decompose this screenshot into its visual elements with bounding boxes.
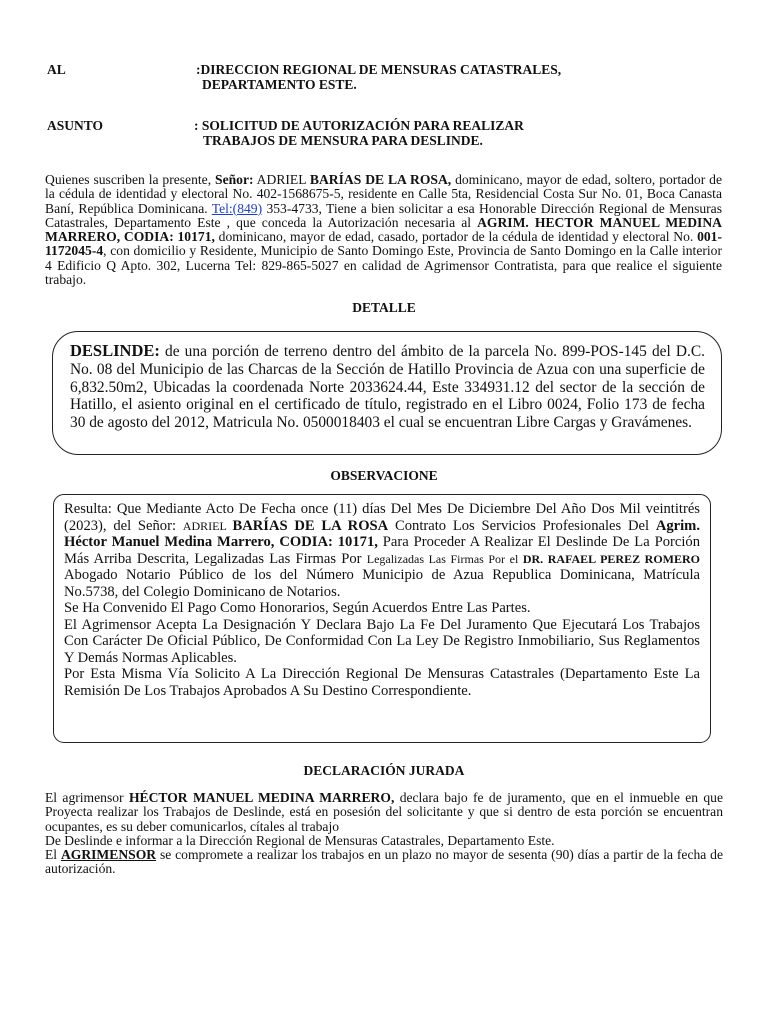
detalle-text: de una porción de terreno dentro del ámbito de la parcela No. 899-POS-145 del D.C. No. 08 del Municipio de las Charcas de la Sección de Hatillo Provincia de Azua con una superficie de 6,832.50m2, Ubicadas la coordenada Norte 2033624.44, Este 334931.12 del sector de la sección de Hatillo, el asiento original en el certificado de título, registrado en el Libro 0024, Folio 173 de fecha 30 de agosto del 2012, Matricula No. 0500018403 el cual se encuentran Libre Cargas y Gravámenes. <box>70 343 705 432</box>
obs-client-first-name: ADRIEL <box>182 518 233 533</box>
obs-client-name: BARÍAS DE LA ROSA <box>232 517 389 534</box>
intro-text: 353-4733, Tiene a bien solicitar a esa Honorable Dirección Regional de Mensuras Catastrales, Departamento Este , que conceda la Autorización necesaria al <box>45 200 723 230</box>
decl-text: se compromete a realizar los trabajos en un plazo no mayor de sesenta (90) días a partir de la fecha de autorización. <box>45 847 724 877</box>
obs-surveyor-name: Agrim. Héctor Manuel Medina Marrero, CODIA: 10171, <box>64 517 700 550</box>
observaciones-box <box>53 494 711 743</box>
intro-text: Quienes suscriben la presente, <box>45 172 216 187</box>
declaracion-paragraph <box>45 791 723 877</box>
asunto-value <box>194 118 754 148</box>
obs-small-text: Legalizadas Las Firmas Por el <box>366 551 523 566</box>
decl-text: declara bajo fe de juramento, que en el inmueble en que Proyecta realizar los Trabajos de Deslinde, está en posesión del solicitante y que si dentro de esta porción se encuentran ocupantes, es su deber comunicarlos, cítales al trabajo <box>45 790 724 834</box>
decl-text: El agrimensor <box>45 790 129 805</box>
asunto-label: ASUNTO <box>47 118 104 133</box>
detalle-title: DETALLE <box>352 300 416 315</box>
detalle-box <box>52 331 722 455</box>
obs-notary-name: DR. RAFAEL PEREZ ROMERO <box>522 551 700 566</box>
deslinde-label: DESLINDE: <box>70 341 160 360</box>
intro-text: ADRIEL <box>253 172 310 187</box>
observaciones-paragraph-1 <box>64 501 700 600</box>
intro-text: dominicano, mayor de edad, casado, portador de la cédula de identidad y electoral No. <box>214 229 698 245</box>
declaracion-title: DECLARACIÓN JURADA <box>303 763 465 778</box>
observaciones-title: OBSERVACIONE <box>330 468 438 483</box>
decl-text: El <box>45 847 61 863</box>
surveyor-cedula: 001-1172045-4 <box>45 229 722 259</box>
al-value <box>196 62 756 92</box>
decl-agrimensor: AGRIMENSOR <box>60 847 157 863</box>
phone-link[interactable]: Tel:(849) <box>211 200 263 216</box>
al-value-line-1: :DIRECCION REGIONAL DE MENSURAS CATASTRALES, <box>196 62 562 77</box>
senor-label: Señor: <box>215 172 254 187</box>
surveyor-name: AGRIM. HECTOR MANUEL MEDINA MARRERO, CODIA: 10171, <box>45 214 722 245</box>
intro-text: , con domicilio y Residente, Municipio de Santo Domingo Este, Provincia de Santo Domingo en la Calle interior 4 Edificio Q Apto. 302, Lucerna Tel: 829-865-5027 en calidad de Agrimensor Contratista, para que realice el siguiente trabajo. <box>45 243 722 288</box>
obs-text: Resulta: Que Mediante Acto De Fecha once (11) días Del Mes De Diciembre Del Año Dos Mil veintitrés (2023), del Señor: <box>64 501 700 534</box>
observaciones-paragraph-2: Se Ha Convenido El Pago Como Honorarios, Según Acuerdos Entre Las Partes. <box>64 600 531 616</box>
obs-text: Contrato Los Servicios Profesionales Del <box>388 517 656 534</box>
obs-text: Abogado Notario Público de los del Número Municipio de Azua Republica Dominicana, Matrícula No.5738, del Colegio Dominicano de Notarios. <box>64 567 700 600</box>
intro-text: dominicano, mayor de edad, soltero, portador de la cédula de identidad y electoral No. 402-1568675-5, residente en Calle 5ta, Residencial Costa Sur No. 01, Boca Canasta Baní, República Dominicana. <box>45 172 722 216</box>
observaciones-paragraph-4: Por Esta Misma Vía Solicito A La Dirección Regional De Mensuras Catastrales (Departamento Este La Remisión De Los Trabajos Aprobados A Su Destino Correspondiente. <box>64 666 700 699</box>
al-value-line-2: DEPARTAMENTO ESTE. <box>202 77 357 92</box>
observaciones-paragraph-3: El Agrimensor Acepta La Designación Y Declara Bajo La Fe Del Juramento Que Ejecutará Los Trabajos Con Carácter De Oficial Público, De Conformidad Con La Ley De Registro Inmobiliario, Sus Reglamentos Y Demás Normas Aplicables. <box>64 616 700 666</box>
al-label: AL <box>47 62 66 77</box>
intro-paragraph <box>45 173 722 287</box>
client-name: BARÍAS DE LA ROSA, <box>309 172 452 187</box>
asunto-value-line-1: : SOLICITUD DE AUTORIZACIÓN PARA REALIZAR <box>194 118 524 133</box>
asunto-value-line-2: TRABAJOS DE MENSURA PARA DESLINDE. <box>203 133 483 148</box>
decl-surveyor-name: HÉCTOR MANUEL MEDINA MARRERO, <box>128 790 395 805</box>
obs-text: Para Proceder A Realizar El Deslinde De La Porción Más Arriba Descrita, Legalizadas Las Firmas Por <box>64 534 700 567</box>
decl-line-2: De Deslinde e informar a la Dirección Regional de Mensuras Catastrales, Departamento Este. <box>45 832 555 848</box>
